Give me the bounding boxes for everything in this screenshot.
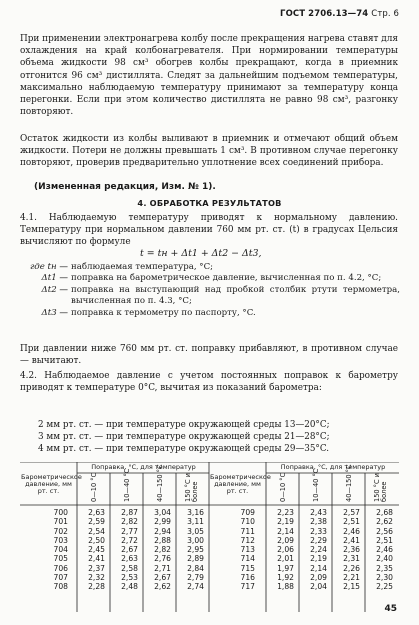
table-cell: 713 xyxy=(240,545,255,555)
temp-header: 40—150 °C xyxy=(345,464,353,502)
header-pressure-left: Барометрическое давление, мм рт. ст. xyxy=(21,473,82,495)
table-cell: 709 xyxy=(240,508,255,517)
temp-header: 150 °C и более xyxy=(373,473,388,502)
table-cell: 2,51 xyxy=(376,535,393,545)
temp-header: 40—150 °C xyxy=(156,464,164,502)
table-cell: 2,19 xyxy=(277,517,294,527)
table-cell: 2,58 xyxy=(121,563,138,573)
temp-header: 10—40 °C xyxy=(123,468,131,502)
list-item: 2 мм рт. ст. — при температуре окружающей среды 13—20°C; xyxy=(38,420,330,430)
table-cell: 2,88 xyxy=(154,535,171,545)
table-cell: 2,43 xyxy=(310,508,327,517)
table-cell: 2,06 xyxy=(277,545,294,555)
table-cell: 2,82 xyxy=(121,517,138,527)
table-cell: 2,95 xyxy=(187,545,204,555)
paragraph-4-1: 4.1. Наблюдаемую температуру приводят к нормальному давлению. Температуру при нормальном давлении 760 мм рт. ст. (t) в градусах Цельсия вычисляют по формуле xyxy=(20,213,398,248)
definition-symbol: где tн — xyxy=(29,262,68,272)
table-cell: 701 xyxy=(53,517,68,527)
table-cell: 2,01 xyxy=(277,554,294,564)
table-cell: 2,36 xyxy=(343,545,360,555)
table-cell: 2,57 xyxy=(343,508,360,517)
table-cell: 3,16 xyxy=(187,508,204,517)
table-cell: 714 xyxy=(240,554,255,564)
list-item: 4 мм рт. ст. — при температуре окружающей среды 29—35°C. xyxy=(38,444,330,454)
definition-text: поправка на выступающий над пробкой столбик ртути термометра, вычисленная по п. 4.3, °C; xyxy=(71,284,400,307)
table-cell: 3,05 xyxy=(187,526,204,536)
table-cell: 2,04 xyxy=(310,582,327,592)
header-pressure-right: Барометрическое давление, мм рт. ст. xyxy=(210,473,271,495)
table-cell: 2,68 xyxy=(376,508,393,517)
paragraph-residue: Остаток жидкости из колбы выливают в приемник и отмечают общий объем жидкости. Потери не должны превышать 1 см³. В противном случае перегонку повторяют, проверив предварительно уплотнение всех соединений прибора. xyxy=(20,134,398,169)
table-cell: 1,92 xyxy=(277,573,294,583)
table-cell: 2,24 xyxy=(310,545,327,555)
definition-text: поправка к термометру по паспорту, °C. xyxy=(71,307,256,318)
table-cell: 2,45 xyxy=(88,545,105,555)
pressure-column-left xyxy=(20,508,68,592)
definition-item xyxy=(20,273,400,284)
header-correction-right: Поправка, °C, для температур xyxy=(280,464,386,471)
temp-header: 0—10 °C xyxy=(279,472,287,502)
correction-column xyxy=(299,508,327,592)
table-cell: 2,84 xyxy=(187,563,204,573)
table-cell: 2,56 xyxy=(376,526,393,536)
correction-column xyxy=(110,508,138,592)
table-cell: 711 xyxy=(240,526,255,536)
table-cell: 2,31 xyxy=(343,554,360,564)
definition-text: поправка на барометрическое давление, вычисленная по п. 4.2, °C; xyxy=(71,273,382,284)
table-cell: 2,23 xyxy=(277,508,294,517)
correction-column xyxy=(143,508,171,592)
table-cell: 2,41 xyxy=(88,554,105,564)
table-cell: 3,00 xyxy=(187,535,204,545)
table-cell: 2,32 xyxy=(88,573,105,583)
table-cell: 2,09 xyxy=(277,535,294,545)
table-cell: 2,21 xyxy=(343,573,360,583)
table-cell: 2,59 xyxy=(88,517,105,527)
page-header xyxy=(280,9,399,19)
table-cell: 2,33 xyxy=(310,526,327,536)
table-cell: 2,14 xyxy=(310,563,327,573)
definition-symbol: Δt1 — xyxy=(41,273,68,284)
correction-list xyxy=(38,419,330,455)
paragraph-heating: При применении электронагрева колбу после прекращения нагрева ставят для охлаждения на край колбонагревателя. При нормировании температуры объема жидкости 98 см³ обогрев колбы прекращают, когда в приемник отгонится 96 см³ дистиллята. Следят за дальнейшим подъемом температуры, максимально наблюдаемую температуру принимают за температуру конца перегонки. Если при этом количество дистиллята не равно 98 см³, разгонку повторяют. xyxy=(20,34,398,118)
table-cell: 707 xyxy=(53,573,68,583)
formula: t = tн + Δt1 + Δt2 − Δt3, xyxy=(140,248,262,259)
pressure-column-right xyxy=(209,508,255,592)
table-cell: 2,09 xyxy=(310,573,327,583)
table-cell: 2,63 xyxy=(88,508,105,517)
table-cell: 2,74 xyxy=(187,582,204,592)
table-cell: 2,30 xyxy=(376,573,393,583)
definition-item xyxy=(20,308,400,319)
table-cell: 2,76 xyxy=(154,554,171,564)
table-cell: 2,26 xyxy=(343,563,360,573)
table-cell: 703 xyxy=(53,535,68,545)
table-cell: 708 xyxy=(53,582,68,592)
correction-column xyxy=(266,508,294,592)
table-cell: 2,40 xyxy=(376,554,393,564)
header-page: Стр. 6 xyxy=(371,9,399,19)
table-cell: 2,14 xyxy=(277,526,294,536)
table-cell: 700 xyxy=(53,508,68,517)
list-item: 3 мм рт. ст. — при температуре окружающей среды 21—28°C; xyxy=(38,432,330,442)
definition-symbol: Δt2 — xyxy=(41,284,68,295)
table-cell: 2,67 xyxy=(154,573,171,583)
table-cell: 2,79 xyxy=(187,573,204,583)
table-cell: 3,11 xyxy=(187,517,204,527)
table-cell: 712 xyxy=(240,535,255,545)
table-cell: 2,94 xyxy=(154,526,171,536)
table-cell: 2,35 xyxy=(376,563,393,573)
table-cell: 706 xyxy=(53,563,68,573)
table-cell: 2,46 xyxy=(376,545,393,555)
table-cell: 2,72 xyxy=(121,535,138,545)
table-cell: 2,29 xyxy=(310,535,327,545)
correction-table xyxy=(20,462,399,612)
table-cell: 716 xyxy=(240,573,255,583)
page-number: 45 xyxy=(384,604,397,614)
correction-column xyxy=(77,508,105,592)
table-cell: 2,63 xyxy=(121,554,138,564)
table-cell: 2,51 xyxy=(343,517,360,527)
table-cell: 2,41 xyxy=(343,535,360,545)
table-cell: 2,48 xyxy=(121,582,138,592)
table-cell: 1,97 xyxy=(277,563,294,573)
header-correction-left: Поправка, °C, для температур xyxy=(91,464,196,471)
temp-header: 10—40 °C xyxy=(312,468,320,502)
correction-column xyxy=(365,508,393,592)
table-cell: 715 xyxy=(240,563,255,573)
table-cell: 2,62 xyxy=(376,517,393,527)
definition-text: наблюдаемая температура, °C; xyxy=(71,262,214,272)
paragraph-pressure-rule: При давлении ниже 760 мм рт. ст. поправку прибавляют, в противном случае — вычитают. xyxy=(20,344,398,367)
table-cell: 3,04 xyxy=(154,508,171,517)
section-heading: 4. ОБРАБОТКА РЕЗУЛЬТАТОВ xyxy=(137,198,282,208)
table-cell: 717 xyxy=(240,582,255,592)
table-cell: 2,50 xyxy=(88,535,105,545)
formula-definitions xyxy=(20,262,400,319)
standard-number: ГОСТ 2706.13—74 xyxy=(280,9,369,19)
table-cell: 704 xyxy=(53,545,68,555)
table-cell: 702 xyxy=(53,526,68,536)
table-cell: 2,87 xyxy=(121,508,138,517)
table-cell: 2,46 xyxy=(343,526,360,536)
table-cell: 2,82 xyxy=(154,545,171,555)
table-cell: 2,77 xyxy=(121,526,138,536)
edition-note: (Измененная редакция, Изм. № 1). xyxy=(34,182,216,192)
table-cell: 2,71 xyxy=(154,563,171,573)
table-cell: 2,19 xyxy=(310,554,327,564)
table-cell: 2,89 xyxy=(187,554,204,564)
correction-column xyxy=(176,508,204,592)
table-cell: 1,88 xyxy=(277,582,294,592)
table-cell: 2,54 xyxy=(88,526,105,536)
table-cell: 710 xyxy=(240,517,255,527)
definition-item xyxy=(20,262,400,273)
table-cell: 2,38 xyxy=(310,517,327,527)
temp-header: 0—10 °C xyxy=(90,472,98,502)
table-cell: 2,62 xyxy=(154,582,171,592)
paragraph-4-2: 4.2. Наблюдаемое давление с учетом постоянных поправок к барометру приводят к температуре 0°C, вычитая из показаний барометра: xyxy=(20,371,398,394)
correction-column xyxy=(332,508,360,592)
table-cell: 705 xyxy=(53,554,68,564)
table-cell: 2,37 xyxy=(88,563,105,573)
table-cell: 2,67 xyxy=(121,545,138,555)
table-cell: 2,28 xyxy=(88,582,105,592)
table-cell: 2,15 xyxy=(343,582,360,592)
table-cell: 2,99 xyxy=(154,517,171,527)
definition-symbol: Δt3 — xyxy=(41,307,68,318)
temp-header: 150 °C и более xyxy=(184,473,199,502)
table-cell: 2,53 xyxy=(121,573,138,583)
definition-item xyxy=(20,285,400,308)
table-cell: 2,25 xyxy=(376,582,393,592)
